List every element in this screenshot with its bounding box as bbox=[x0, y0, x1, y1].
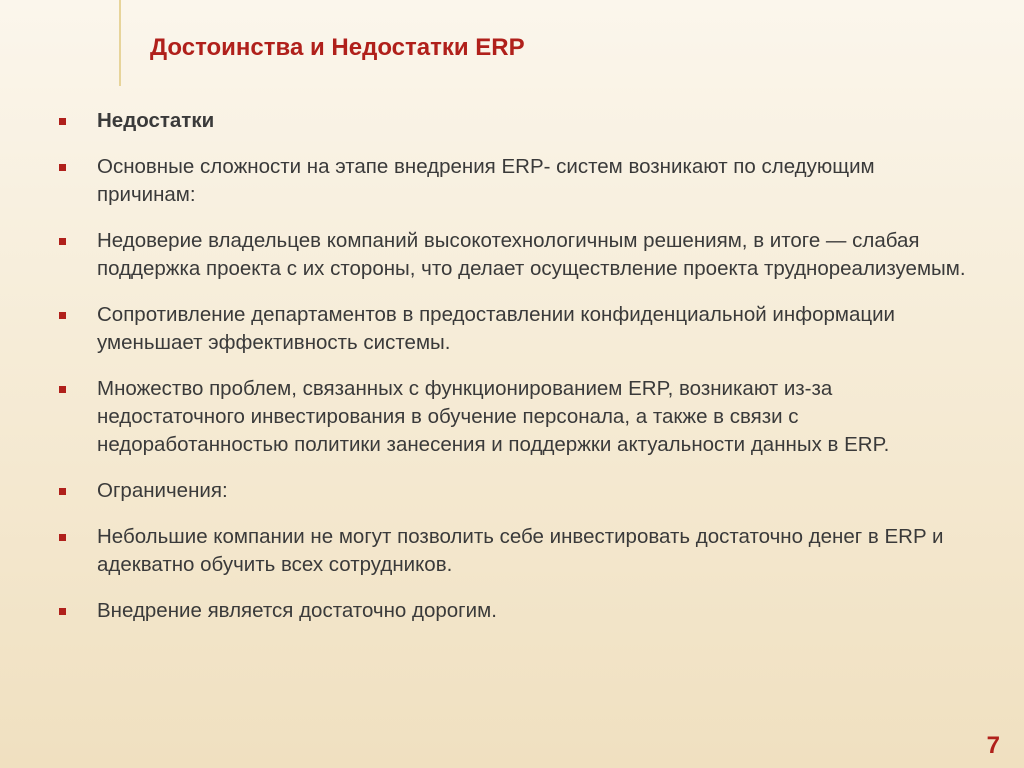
bullet-item bbox=[56, 227, 976, 283]
bullet-text: Сопротивление департаментов в предоставлении конфиденциальной информации уменьшает эффективность системы. bbox=[97, 303, 896, 354]
bullet-item bbox=[56, 375, 976, 459]
bullet-text: Ограничения: bbox=[97, 479, 228, 502]
title-divider bbox=[119, 0, 121, 86]
bullet-text: Основные сложности на этапе внедрения ERP- систем возникают по следующим причинам: bbox=[97, 155, 875, 206]
square-bullet-icon bbox=[59, 608, 66, 615]
bullet-item bbox=[56, 597, 976, 625]
square-bullet-icon bbox=[59, 312, 66, 319]
square-bullet-icon bbox=[59, 238, 66, 245]
bullet-text: Недостатки bbox=[97, 109, 215, 132]
bullet-text: Недоверие владельцев компаний высокотехнологичным решениям, в итоге — слабая поддержка проекта с их стороны, что делает осуществление проекта труднореализуемым. bbox=[97, 229, 966, 280]
bullet-text: Множество проблем, связанных с функционированием ERP, возникают из-за недостаточного инвестирования в обучение персонала, а также в связи с недоработанностью политики занесения и поддержки актуальности данных в ERP. bbox=[97, 377, 890, 456]
slide-title: Достоинства и Недостатки ERP bbox=[150, 34, 525, 61]
bullet-item bbox=[56, 477, 976, 505]
square-bullet-icon bbox=[59, 386, 66, 393]
bullet-item bbox=[56, 523, 976, 579]
bullet-text: Небольшие компании не могут позволить себе инвестировать достаточно денег в ERP и адекватно обучить всех сотрудников. bbox=[97, 525, 944, 576]
page-number: 7 bbox=[986, 732, 1000, 759]
square-bullet-icon bbox=[59, 534, 66, 541]
square-bullet-icon bbox=[59, 118, 66, 125]
square-bullet-icon bbox=[59, 488, 66, 495]
bullet-list bbox=[56, 107, 976, 643]
bullet-text: Внедрение является достаточно дорогим. bbox=[97, 599, 497, 622]
bullet-item bbox=[56, 153, 976, 209]
square-bullet-icon bbox=[59, 164, 66, 171]
bullet-item bbox=[56, 107, 976, 135]
bullet-item bbox=[56, 301, 976, 357]
